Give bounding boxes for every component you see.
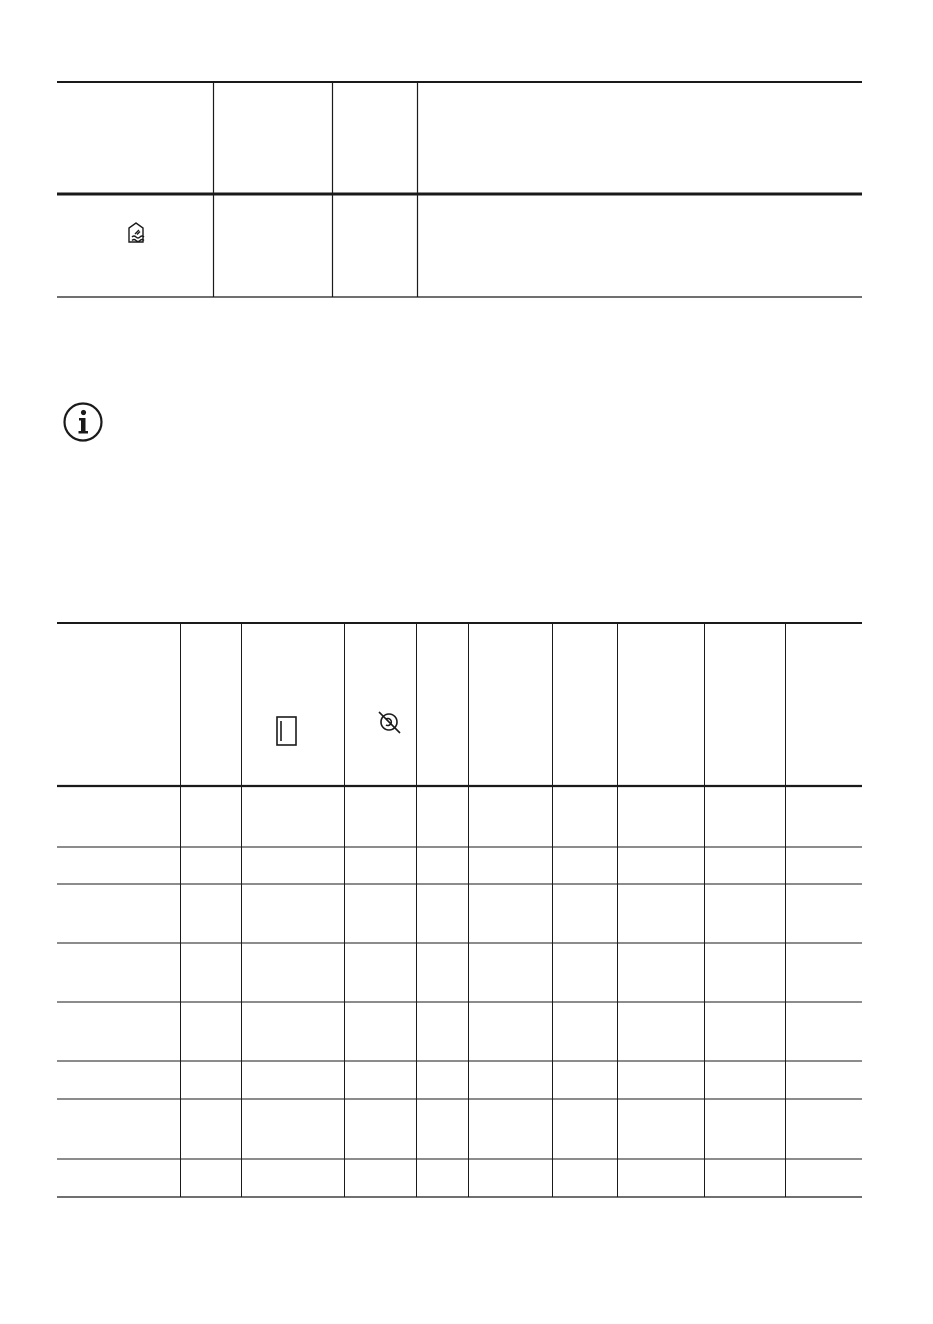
top-table <box>57 82 862 297</box>
steam-water-icon <box>129 223 144 242</box>
no-spin-icon <box>379 712 400 733</box>
info-icon <box>65 404 102 441</box>
door-icon <box>277 717 296 745</box>
bottom-table <box>57 623 862 1197</box>
